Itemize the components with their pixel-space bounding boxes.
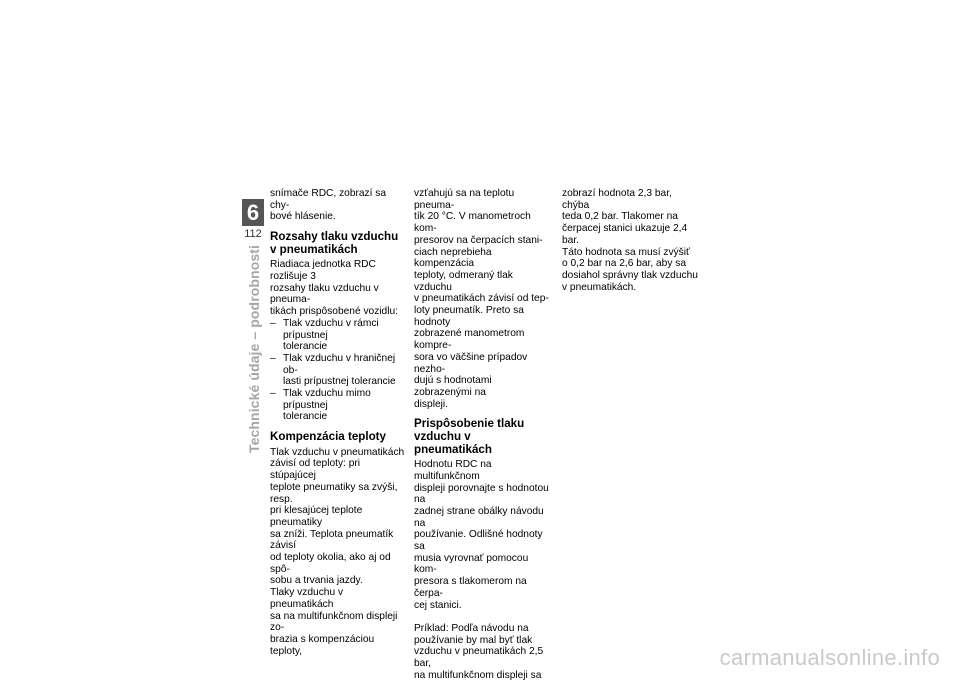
text-column-3 [562, 188, 698, 293]
section-heading-temperature-compensation [270, 431, 406, 444]
paragraph-gap [414, 611, 550, 623]
text-line: zobrazené manometrom kompre- [414, 328, 525, 352]
text-line: teplote pneumatiky sa zvýši, resp. [270, 481, 398, 505]
pressure-ranges-list [270, 318, 406, 423]
text-line: ciach neprebieha kompenzácia [414, 246, 492, 270]
text-line: snímače RDC, zobrazí sa chy- [270, 188, 387, 211]
text-line: displeji. [414, 398, 448, 410]
list-item [270, 318, 406, 353]
pressure-adjustment-paragraph [414, 459, 550, 611]
section-heading-pressure-adjustment [414, 418, 550, 456]
text-line: dosiahol správny tlak vzduchu [562, 269, 698, 281]
text-line: – Tlak vzduchu v hraničnej ob- [283, 352, 396, 376]
chapter-side-title: Technické údaje – podrobnosti [246, 244, 262, 453]
example-continuation-paragraph [562, 188, 698, 293]
temperature-compensation-paragraph [270, 447, 406, 658]
text-line: Riadiaca jednotka RDC rozlišuje 3 [270, 259, 376, 282]
text-line: lasti prípustnej tolerancie [283, 376, 396, 388]
text-line: Táto hodnota sa musí zvýšiť [562, 246, 690, 258]
text-line: zobrazí hodnota 2,3 bar, chýba [562, 188, 672, 211]
text-line: presorov na čerpacích stani- [414, 234, 543, 246]
text-line: od teploty okolia, ako aj od spô- [270, 552, 391, 575]
text-line: tikách prispôsobené vozidlu: [270, 306, 398, 318]
text-line: pri klesajúcej teplote pneumatiky [270, 505, 363, 528]
text-line: sobu a trvania jazdy. [270, 575, 363, 587]
list-item [270, 388, 406, 423]
text-line: teda 0,2 bar. Tlakomer na [562, 211, 678, 223]
list-item [270, 353, 406, 388]
text-line: na multifunkčnom displeji sa [414, 669, 542, 681]
text-line: v pneumatikách. [562, 281, 637, 293]
text-line: rozsahy tlaku vzduchu v pneuma- [270, 282, 379, 306]
text-line: sa na multifunkčnom displeji zo- [270, 610, 398, 634]
page-number: 112 [244, 228, 262, 240]
chapter-number: 6 [246, 199, 260, 225]
text-line: – Tlak vzduchu mimo prípustnej [283, 388, 371, 411]
text-line: sa zníži. Teplota pneumatík závisí [270, 528, 394, 552]
text-line: teploty, odmeraný tlak vzduchu [414, 269, 513, 293]
heading-line: Kompenzácia teploty [270, 430, 386, 444]
text-line: bové hlásenie. [270, 211, 336, 223]
text-line: v pneumatikách závisí od tep- [414, 293, 549, 305]
text-line: tolerancie [283, 411, 328, 423]
text-line: používanie by mal byť tlak [414, 634, 533, 646]
heading-line: Prispôsobenie tlaku [414, 417, 525, 431]
text-line: Hodnotu RDC na multifunkčnom [414, 459, 492, 482]
text-line: tík 20 °C. V manometroch kom- [414, 211, 531, 235]
text-line: Príklad: Podľa návodu na [414, 622, 529, 634]
text-line: Tlaky vzduchu v pneumatikách [270, 587, 344, 610]
intro-paragraph [270, 188, 406, 223]
text-line: čerpacej stanici ukazuje 2,4 bar. [562, 223, 688, 246]
text-line: zadnej strane obálky návodu na [414, 505, 544, 529]
text-column-1 [270, 188, 406, 657]
heading-line: Rozsahy tlaku vzduchu [270, 230, 399, 244]
text-line: vzťahujú sa na teplotu pneuma- [414, 188, 515, 211]
text-line: používanie. Odlišné hodnoty sa [414, 529, 543, 553]
pressure-ranges-paragraph [270, 259, 406, 318]
section-heading-pressure-ranges [270, 231, 406, 256]
text-line: závisí od teploty: pri stúpajúcej [270, 458, 361, 482]
continuation-paragraph [414, 188, 550, 410]
site-watermark: carmanualsonline.info [719, 645, 940, 670]
example-paragraph [414, 623, 550, 681]
heading-line: vzduchu v pneumatikách [414, 429, 492, 456]
text-line: cej stanici. [414, 599, 462, 611]
text-line: brazia s kompenzáciou teploty, [270, 633, 375, 657]
text-line: o 0,2 bar na 2,6 bar, aby sa [562, 258, 687, 270]
text-line: displeji porovnajte s hodnotou na [414, 482, 549, 506]
chapter-number-badge [242, 199, 264, 226]
text-line: loty pneumatík. Preto sa hodnoty [414, 305, 524, 328]
text-line: dujú s hodnotami zobrazenými na [414, 375, 492, 398]
text-line: – Tlak vzduchu v rámci prípustnej [283, 317, 379, 341]
text-line: tolerancie [283, 341, 328, 353]
text-line: musia vyrovnať pomocou kom- [414, 552, 529, 576]
text-line: Tlak vzduchu v pneumatikách [270, 446, 405, 458]
text-line: presora s tlakomerom na čerpa- [414, 576, 527, 599]
heading-line: v pneumatikách [270, 242, 358, 256]
text-line: sora vo väčšine prípadov nezho- [414, 351, 528, 375]
text-column-2 [414, 188, 550, 681]
text-line: vzduchu v pneumatikách 2,5 bar, [414, 646, 544, 670]
